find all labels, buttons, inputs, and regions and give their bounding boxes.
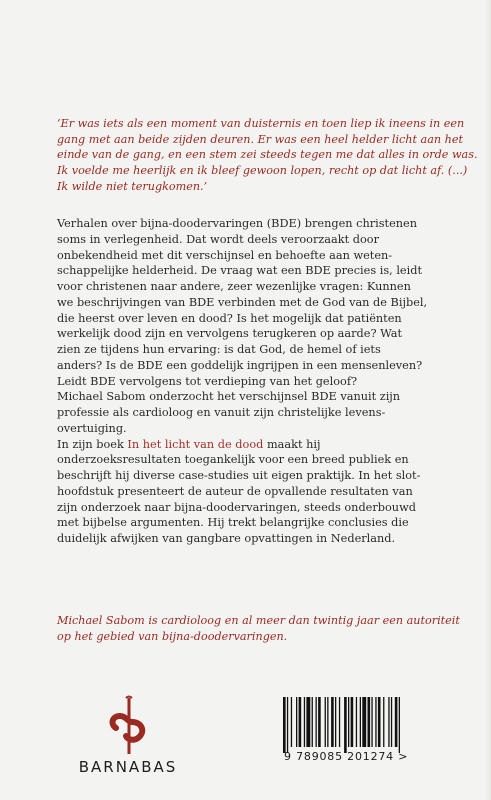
barcode-bar bbox=[316, 697, 317, 747]
author-line: Michael Sabom is cardioloog en al meer dan twintig jaar een autoriteit bbox=[57, 614, 460, 627]
body-line-suffix: maakt hij bbox=[263, 437, 321, 451]
barcode-bar bbox=[325, 697, 326, 747]
quote-block bbox=[57, 116, 478, 195]
author-note bbox=[57, 613, 467, 644]
barcode-bar bbox=[395, 697, 398, 747]
body-line: anders? Is de BDE een goddelijk ingrijpen in een mensenleven? bbox=[57, 358, 423, 372]
barcode-bar bbox=[388, 697, 389, 747]
publisher-logo bbox=[48, 692, 208, 782]
barcode-bar bbox=[378, 697, 381, 747]
barnabas-logo-icon bbox=[96, 692, 160, 756]
quote-line: ‘Er was iets als een moment van duisternis en toen liep ik ineens in een bbox=[57, 117, 465, 130]
barcode-bar bbox=[318, 697, 321, 747]
barcode-bar bbox=[335, 697, 336, 747]
quote-line: gang met aan beide zijden deuren. Er was een heel helder licht aan het bbox=[57, 132, 463, 146]
barcode-bar bbox=[368, 697, 371, 747]
body-line: Verhalen over bijna-doodervaringen (BDE) brengen christenen bbox=[57, 217, 418, 230]
body-line: voor christenen naar andere, zeer wezenlijke vragen: Kunnen bbox=[57, 280, 411, 293]
body-line: overtuiging. bbox=[57, 421, 127, 435]
body-line-with-title bbox=[57, 437, 477, 453]
quote-line: Ik wilde niet terugkomen.’ bbox=[57, 179, 208, 193]
barcode-bar bbox=[299, 697, 302, 747]
body-line: hoofdstuk presenteert de auteur de opvallende resultaten van bbox=[57, 484, 413, 498]
barcode-bar bbox=[360, 697, 361, 747]
barcode-bar bbox=[383, 697, 384, 747]
body-line: schappelijke helderheid. De vraag wat een BDE precies is, leidt bbox=[57, 264, 422, 278]
barcode-bar bbox=[312, 697, 313, 747]
body-line: professie als cardioloog en vanuit zijn christelijke levens- bbox=[57, 406, 386, 419]
barcode-bar bbox=[391, 697, 392, 747]
body-line-prefix: In zijn boek bbox=[57, 437, 128, 451]
barcode-bar bbox=[331, 697, 334, 747]
publisher-name: BARNABAS bbox=[78, 758, 178, 776]
body-line: Leidt BDE vervolgens tot verdieping van het geloof? bbox=[57, 374, 358, 388]
barcode-bar bbox=[399, 697, 400, 753]
body-line: Michael Sabom onderzocht het verschijnsel BDE vanuit zijn bbox=[57, 390, 401, 404]
barcode-bar bbox=[344, 697, 347, 753]
barcode-bar bbox=[375, 697, 376, 747]
isbn-digits: 9 789085 201274 > bbox=[284, 750, 409, 763]
body-line: werkelijk dood zijn en vervolgens terugkeren op aarde? Wat bbox=[57, 327, 403, 341]
body-line: zijn onderzoek naar bijna-doodervaringen, steeds onderbouwd bbox=[57, 500, 416, 514]
body-line: die heerst over leven en dood? Is het mogelijk dat patiënten bbox=[57, 311, 402, 325]
body-line: onbekendheid met dit verschijnsel en behoefte aan weten- bbox=[57, 248, 393, 262]
body-line: beschrijft hij diverse case-studies uit eigen praktijk. In het slot- bbox=[57, 469, 421, 482]
barcode-bar bbox=[339, 697, 340, 747]
body-line: zien ze tijdens hun ervaring: is dat God, de hemel of iets bbox=[57, 343, 381, 356]
barcode-bar bbox=[291, 697, 292, 747]
body-line: onderzoeksresultaten toegankelijk voor een breed publiek en bbox=[57, 453, 409, 467]
body-line: duidelijk afwijken van gangbare opvattingen in Nederland. bbox=[57, 532, 396, 545]
barcode bbox=[275, 695, 435, 755]
quote-line: einde van de gang, en een stem zei steeds tegen me dat alles in orde was. bbox=[57, 148, 478, 162]
barcode-bar bbox=[351, 697, 354, 747]
body-line: we beschrijvingen van BDE verbinden met de God van de Bijbel, bbox=[57, 295, 428, 309]
barcode-bar bbox=[362, 697, 366, 747]
barcode-bar bbox=[296, 697, 297, 747]
body-line: soms in verlegenheid. Dat wordt deels veroorzaakt door bbox=[57, 232, 379, 246]
barcode-bar bbox=[304, 697, 305, 747]
barcode-bar bbox=[371, 697, 372, 747]
quote-line: Ik voelde me heerlijk en ik bleef gewoon lopen, recht op dat licht af. (...) bbox=[57, 164, 468, 178]
author-line: op het gebied van bijna-doodervaringen. bbox=[57, 629, 288, 643]
book-title: In het licht van de dood bbox=[127, 437, 264, 451]
body-line: met bijbelse argumenten. Hij trekt belangrijke conclusies die bbox=[57, 516, 409, 530]
description-block bbox=[57, 216, 477, 547]
barcode-bar bbox=[287, 697, 288, 753]
barcode-bar bbox=[327, 697, 328, 747]
barcode-bar bbox=[356, 697, 357, 747]
barcode-bar bbox=[283, 697, 286, 753]
barcode-bar bbox=[348, 697, 349, 747]
barcode-bar bbox=[306, 697, 310, 747]
